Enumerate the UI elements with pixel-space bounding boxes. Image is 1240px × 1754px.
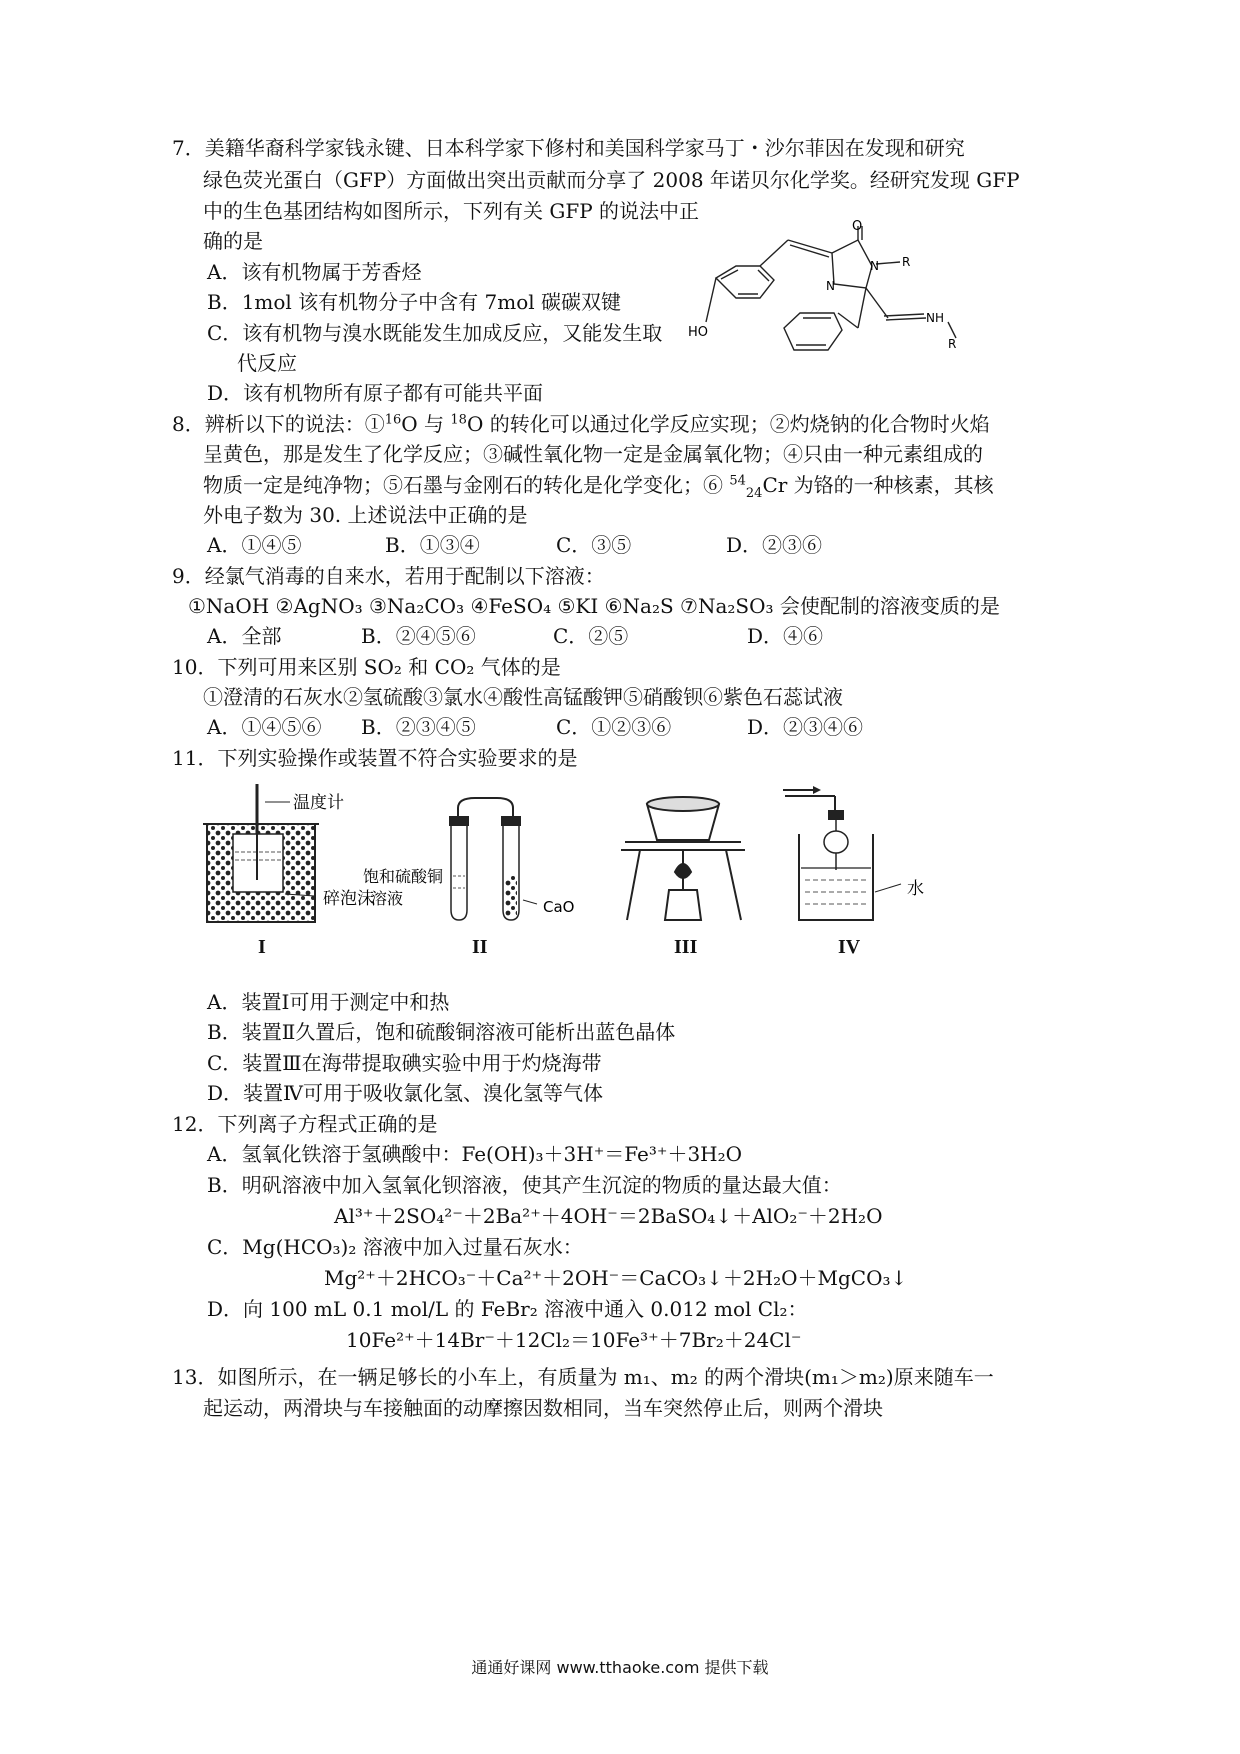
struct-n2-label: N <box>826 279 835 293</box>
struct-nh-label: NH <box>926 311 944 325</box>
q12-option-c-equation: Mg²⁺＋2HCO₃⁻＋Ca²⁺＋2OH⁻＝CaCO₃↓＋2H₂O＋MgCO₃↓ <box>324 1266 908 1290</box>
caption-iii: III <box>674 936 698 958</box>
q8-line1c: O 的转化可以通过化学反应实现；②灼烧钠的化合物时火焰 <box>466 412 990 436</box>
apparatus-figure <box>195 780 955 940</box>
q8-sup-18: 18 <box>450 412 467 428</box>
q10-option-d: D．②③④⑥ <box>747 715 864 739</box>
q7-line1: 7．美籍华裔科学家钱永键、日本科学家下修村和美国科学家马丁・沙尔菲因在发现和研究 <box>172 136 965 160</box>
q13-line2: 起运动，两滑块与车接触面的动摩擦因数相同，当车突然停止后，则两个滑块 <box>203 1396 883 1420</box>
q8-line1b: O 与 <box>401 412 451 436</box>
q9-option-b: B．②④⑤⑥ <box>361 624 476 648</box>
caption-ii: II <box>472 936 488 958</box>
q10-line1: 10．下列可用来区别 SO₂ 和 CO₂ 气体的是 <box>172 655 561 679</box>
q11-line1: 11．下列实验操作或装置不符合实验要求的是 <box>172 746 578 770</box>
label-thermometer: 温度计 <box>293 793 344 813</box>
caption-i: I <box>258 936 266 958</box>
q8-line1a: 8．辨析以下的说法：① <box>172 412 385 436</box>
q9-line1: 9．经氯气消毒的自来水，若用于配制以下溶液： <box>172 564 605 588</box>
q7-option-b: B．1mol 该有机物分子中含有 7mol 碳碳双键 <box>207 290 622 314</box>
q9-option-c: C．②⑤ <box>553 624 629 648</box>
q9-line2: ①NaOH ②AgNO₃ ③Na₂CO₃ ④FeSO₄ ⑤KI ⑥Na₂S ⑦Na₂SO₃ 会使配制的溶液变质的是 <box>188 594 1000 618</box>
q8-sub-24: 24 <box>745 486 763 501</box>
apparatus-3 <box>621 797 745 920</box>
q7-line4: 确的是 <box>203 229 263 253</box>
struct-r1-label: R <box>902 255 911 269</box>
q13-line1: 13．如图所示，在一辆足够长的小车上，有质量为 m₁、m₂ 的两个滑块(m₁＞m₂)原来随车一 <box>172 1365 994 1389</box>
q12-option-d-equation: 10Fe²⁺＋14Br⁻＋12Cl₂＝10Fe³⁺＋7Br₂＋24Cl⁻ <box>346 1328 802 1352</box>
q8-option-a: A．①④⑤ <box>207 533 302 557</box>
label-cuso4-line2: 溶液 <box>371 889 404 908</box>
q9-option-d: D．④⑥ <box>747 624 824 648</box>
label-water: 水 <box>907 879 924 899</box>
struct-ho-label: HO <box>688 325 709 340</box>
q11-option-c: C．装置Ⅲ在海带提取碘实验中用于灼烧海带 <box>207 1051 602 1075</box>
q12-option-b: B．明矾溶液中加入氢氧化钡溶液，使其产生沉淀的物质的量达最大值： <box>207 1173 842 1197</box>
q12-option-a: A．氢氧化铁溶于氢碘酸中：Fe(OH)₃＋3H⁺＝Fe³⁺＋3H₂O <box>207 1142 743 1166</box>
q8-option-c: C．③⑤ <box>556 533 632 557</box>
q12-line1: 12．下列离子方程式正确的是 <box>172 1112 438 1136</box>
apparatus-4 <box>783 786 901 920</box>
q8-line3b: Cr 为铬的一种核素，其核 <box>762 473 994 497</box>
q10-option-a: A．①④⑤⑥ <box>207 715 322 739</box>
q10-option-c: C．①②③⑥ <box>556 715 672 739</box>
caption-iv: IV <box>838 936 861 958</box>
q8-sup-16: 16 <box>384 412 402 428</box>
struct-o-label: O <box>852 219 863 234</box>
q8-line1 <box>172 411 990 437</box>
label-foam: 碎泡沫 <box>323 889 374 909</box>
q7-line2: 绿色荧光蛋白（GFP）方面做出突出贡献而分享了 2008 年诺贝尔化学奖。经研究发现 GFP <box>203 168 1020 192</box>
struct-r2-label: R <box>948 337 957 351</box>
q8-option-b: B．①③④ <box>385 533 480 557</box>
q12-option-c: C．Mg(HCO₃)₂ 溶液中加入过量石灰水： <box>207 1235 583 1259</box>
q7-option-c: C．该有机物与溴水既能发生加成反应，又能发生取 <box>207 321 663 345</box>
q8-option-d: D．②③⑥ <box>726 533 823 557</box>
struct-n1-label: N <box>870 259 879 273</box>
q7-option-c-cont: 代反应 <box>237 351 297 375</box>
apparatus-2 <box>449 798 537 920</box>
q8-sup-54: 54 <box>729 473 746 489</box>
q11-option-a: A．装置Ⅰ可用于测定中和热 <box>207 990 450 1014</box>
q9-option-a: A．全部 <box>207 624 282 648</box>
label-cuso4-line1: 饱和硫酸铜 <box>363 867 444 886</box>
q8-line3a: 物质一定是纯净物；⑤石墨与金刚石的转化是化学变化；⑥ <box>203 473 730 497</box>
q7-option-a: A．该有机物属于芳香烃 <box>207 260 422 284</box>
gfp-structure-figure <box>688 218 978 368</box>
q10-line2: ①澄清的石灰水②氢硫酸③氯水④酸性高锰酸钾⑤硝酸钡⑥紫色石蕊试液 <box>203 685 843 709</box>
label-cao: CaO <box>543 898 575 916</box>
page-footer: 通通好课网 www.tthaoke.com 提供下载 <box>471 1658 769 1677</box>
q7-line3: 中的生色基团结构如图所示，下列有关 GFP 的说法中正 <box>203 199 700 223</box>
q12-option-b-equation: Al³⁺＋2SO₄²⁻＋2Ba²⁺＋4OH⁻＝2BaSO₄↓＋AlO₂⁻＋2H₂O <box>334 1204 883 1228</box>
q12-option-d: D．向 100 mL 0.1 mol/L 的 FeBr₂ 溶液中通入 0.012 mol Cl₂： <box>207 1297 808 1321</box>
q7-option-d: D．该有机物所有原子都有可能共平面 <box>207 381 544 405</box>
q11-option-d: D．装置Ⅳ可用于吸收氯化氢、溴化氢等气体 <box>207 1081 604 1105</box>
q8-line2: 呈黄色，那是发生了化学反应；③碱性氧化物一定是金属氧化物；④只由一种元素组成的 <box>203 442 983 466</box>
q10-option-b: B．②③④⑤ <box>361 715 476 739</box>
q8-line3 <box>203 472 994 501</box>
q8-line4: 外电子数为 30. 上述说法中正确的是 <box>203 503 528 527</box>
q11-option-b: B．装置Ⅱ久置后，饱和硫酸铜溶液可能析出蓝色晶体 <box>207 1020 676 1044</box>
